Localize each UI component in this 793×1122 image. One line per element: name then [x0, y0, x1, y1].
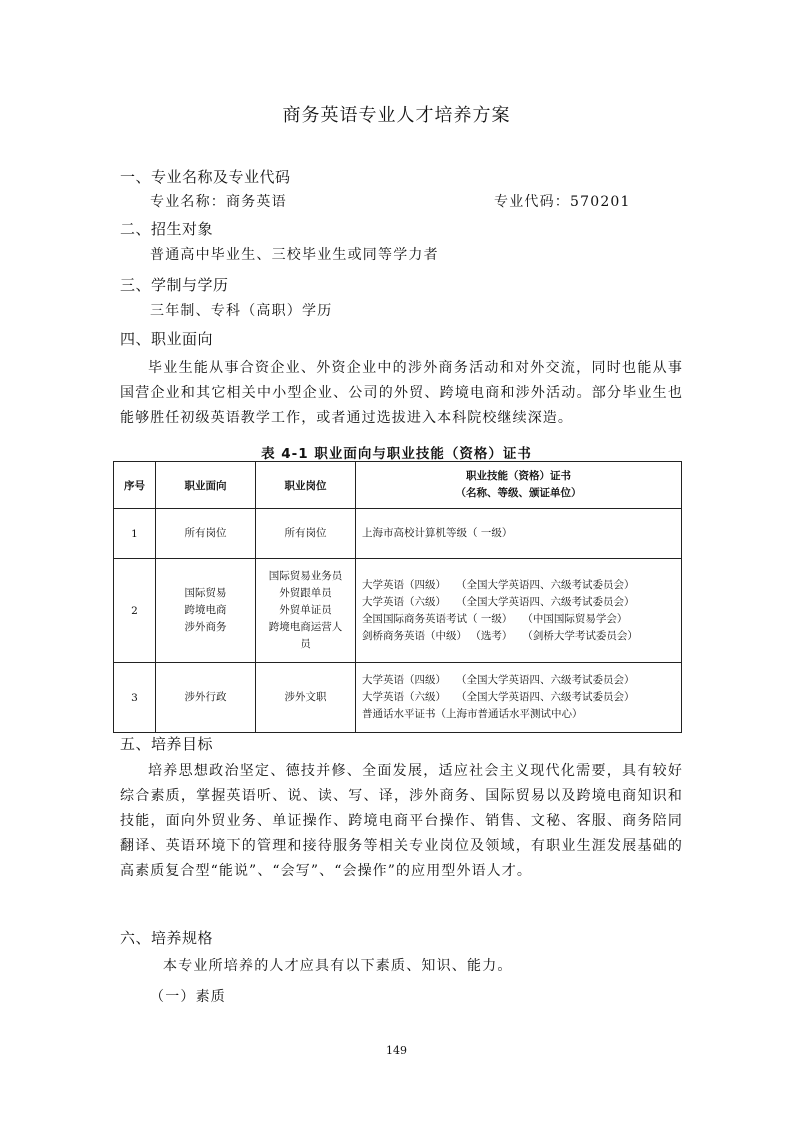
- cert-item: [362, 689, 681, 706]
- row-direction: [156, 509, 256, 559]
- cert-item: [362, 706, 681, 723]
- cert-org: （全国大学英语四、六级考试委员会）: [456, 691, 635, 703]
- cert-name: 大学英语（六级）: [362, 595, 446, 608]
- cert-item: [362, 611, 681, 628]
- section-2-heading: 二、招生对象: [120, 220, 214, 238]
- section-1-heading: 一、专业名称及专业代码: [120, 168, 291, 186]
- header-cert-line1: 职业技能（资格）证书: [466, 470, 571, 482]
- post-line: 涉外文职: [284, 691, 327, 703]
- page-number: 149: [386, 1044, 407, 1057]
- direction-line: 涉外商务: [184, 621, 227, 633]
- direction-line: 所有岗位: [184, 527, 227, 539]
- section-3-text: 三年制、专科（高职）学历: [150, 303, 333, 319]
- cert-org: （全国大学英语四、六级考试委员会）: [456, 595, 635, 608]
- table-row: [114, 663, 682, 733]
- header-direction: 职业面向: [156, 462, 256, 509]
- row-direction: [156, 663, 256, 733]
- cert-name: 大学英语（四级）: [362, 578, 446, 591]
- cert-item: [362, 672, 681, 689]
- post-line: 跨境电商运营人: [268, 621, 343, 633]
- major-name: 专业名称：商务英语: [150, 194, 287, 210]
- cert-name: 普通话水平证书（上海市普通话水平测试中心）: [362, 708, 583, 720]
- section-5-heading: 五、培养目标: [120, 735, 214, 753]
- header-cert: [356, 462, 682, 509]
- cert-org: （全国大学英语四、六级考试委员会）: [456, 674, 635, 686]
- cert-item: [362, 525, 681, 542]
- cert-name: 剑桥商务英语（中级） （选考）: [362, 629, 513, 642]
- row-no: 1: [114, 509, 156, 559]
- subsection-heading: （一）素质: [150, 989, 226, 1005]
- table-row: [114, 509, 682, 559]
- row-no: 3: [114, 663, 156, 733]
- row-post: [256, 559, 356, 663]
- cert-item: [362, 577, 681, 594]
- table-header-row: [114, 462, 682, 509]
- cert-name: 大学英语（六级）: [362, 691, 446, 703]
- section-6-heading: 六、培养规格: [120, 929, 214, 947]
- direction-line: 跨境电商: [184, 604, 227, 616]
- cert-name: 上海市高校计算机等级（ 一级）: [362, 527, 513, 539]
- direction-line: 国际贸易: [184, 587, 227, 599]
- section-2-text: 普通高中毕业生、三校毕业生或同等学力者: [150, 247, 439, 263]
- section-4-paragraph: 毕业生能从事合资企业、外资企业中的涉外商务活动和对外交流，同时也能从事国营企业和其它相关中小型企业、公司的外贸、跨境电商和涉外活动。部分毕业生也能够胜任初级英语教学工作，或者通过选拔进入本科院校继续深造。: [120, 360, 683, 426]
- row-certs: [356, 509, 682, 559]
- post-line: 外贸单证员: [279, 604, 332, 616]
- row-no: 2: [114, 559, 156, 663]
- post-line: 国际贸易业务员: [268, 570, 343, 582]
- header-no: 序号: [114, 462, 156, 509]
- section-3-heading: 三、学制与学历: [120, 276, 229, 294]
- section-5-paragraph: 培养思想政治坚定、德技并修、全面发展，适应社会主义现代化需要，具有较好综合素质，掌握英语听、说、读、写、译，涉外商务、国际贸易以及跨境电商知识和技能，面向外贸业务、单证操作、跨境电商平台操作、销售、文秘、客服、商务陪同翻译、英语环境下的管理和接待服务等相关专业岗位及领域，有职业生涯发展基础的高素质复合型“能说”、“会写”、“会操作”的应用型外语人才。: [120, 763, 683, 879]
- row-certs: [356, 559, 682, 663]
- major-code: 专业代码：570201: [494, 194, 631, 210]
- header-cert-line2: （名称、等级、颁证单位）: [455, 487, 582, 499]
- table-caption: 表 4-1 职业面向与职业技能（资格）证书: [261, 446, 532, 462]
- direction-line: 涉外行政: [184, 691, 227, 703]
- section-6-text: 本专业所培养的人才应具有以下素质、知识、能力。: [163, 958, 513, 974]
- cert-name: 大学英语（四级）: [362, 674, 446, 686]
- cert-name: 全国国际商务英语考试（ 一级）: [362, 612, 513, 625]
- table-row: [114, 559, 682, 663]
- row-post: [256, 509, 356, 559]
- post-line: 所有岗位: [284, 527, 327, 539]
- cert-org: （全国大学英语四、六级考试委员会）: [456, 578, 635, 591]
- row-certs: [356, 663, 682, 733]
- cert-org: （剑桥大学考试委员会）: [522, 629, 638, 642]
- post-line: 员: [300, 638, 311, 650]
- cert-item: [362, 594, 681, 611]
- career-table: [113, 461, 682, 733]
- post-line: 外贸跟单员: [279, 587, 332, 599]
- section-4-heading: 四、职业面向: [120, 330, 214, 348]
- header-post: 职业岗位: [256, 462, 356, 509]
- page-title: 商务英语专业人才培养方案: [282, 105, 511, 126]
- cert-org: （中国国际贸易学会）: [522, 612, 628, 625]
- cert-item: [362, 628, 681, 645]
- row-post: [256, 663, 356, 733]
- row-direction: [156, 559, 256, 663]
